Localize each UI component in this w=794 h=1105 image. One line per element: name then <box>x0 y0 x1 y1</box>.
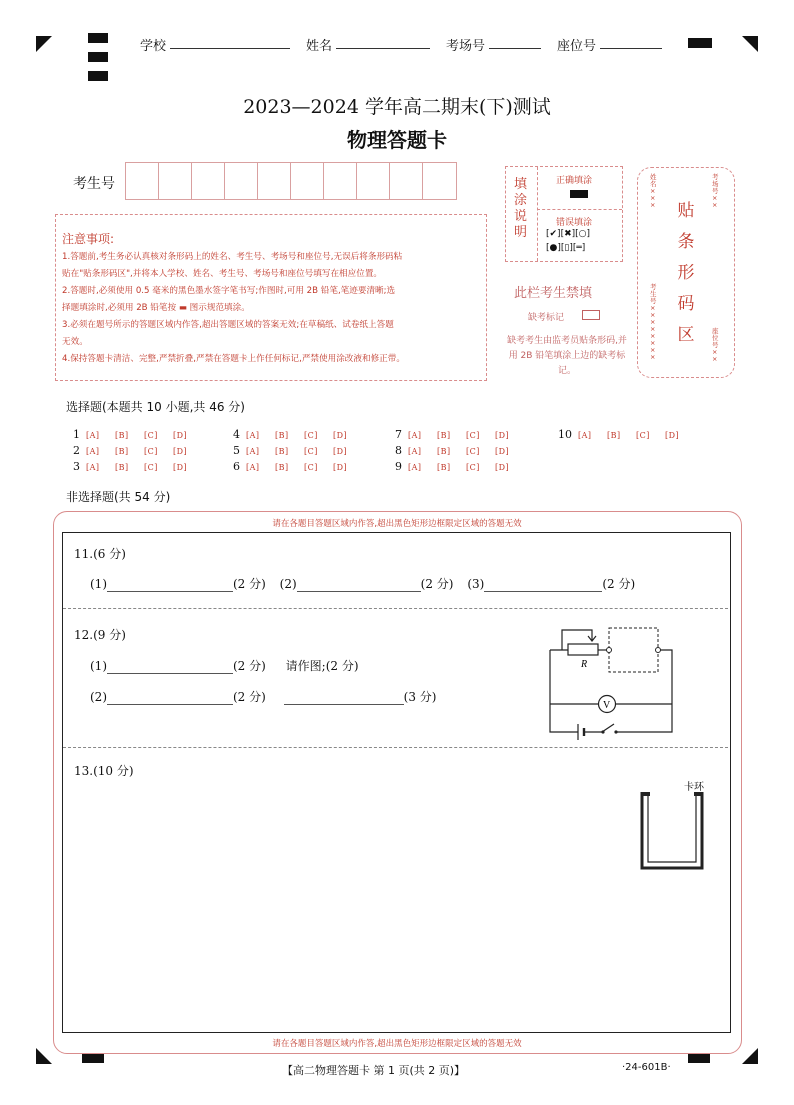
q11-part2-score: (2 分) <box>420 577 454 591</box>
exam-id-cell[interactable] <box>324 163 357 199</box>
option-a[interactable]: [A] <box>246 463 260 472</box>
mc-question-number: 7 <box>395 428 402 441</box>
q12-part1-answer[interactable] <box>107 660 233 674</box>
option-b[interactable]: [B] <box>275 447 289 456</box>
sticker-room-sample: 考场号×× <box>712 173 719 209</box>
fill-guide-title: 填涂说明 <box>514 177 528 240</box>
retaining-ring-label: 卡环 <box>684 782 704 793</box>
option-d[interactable]: [D] <box>173 431 188 440</box>
option-d[interactable]: [D] <box>173 447 188 456</box>
exam-room-field[interactable] <box>489 48 541 49</box>
exam-id-cell[interactable] <box>258 163 291 199</box>
q12-draw-instruction: 请作图;(2 分) <box>285 659 359 673</box>
q11-part1-score: (2 分) <box>233 577 266 591</box>
container-wall <box>642 792 702 868</box>
mc-section-title: 选择题(本题共 10 小题,共 46 分) <box>66 400 245 414</box>
option-d[interactable]: [D] <box>333 447 348 456</box>
mc-question[interactable] <box>226 428 362 441</box>
option-a[interactable]: [A] <box>86 431 100 440</box>
question-separator <box>63 747 728 748</box>
q11-answer-row <box>90 575 635 592</box>
seat-label: 座位号 <box>557 39 597 54</box>
q12-part2-score-b: (3 分) <box>403 690 437 704</box>
notice-line: 3.必须在题号所示的答题区域内作答,超出答题区域的答案无效;在草稿纸、试卷纸上答题 <box>62 320 394 330</box>
mc-question-number: 8 <box>395 444 402 457</box>
exam-room-label: 考场号 <box>446 39 486 54</box>
fill-guide-box <box>505 166 623 262</box>
wrong-fill-samples: [✔][✖][○] <box>546 229 591 239</box>
q13-title: 13.(10 分) <box>74 764 134 778</box>
resistor <box>568 644 598 655</box>
mc-question[interactable] <box>66 460 202 473</box>
wrong-fill-samples: [●][▯][═] <box>546 243 586 253</box>
q11-part3-label: (3) <box>467 577 485 591</box>
mc-question[interactable] <box>388 444 524 457</box>
answer-area-warning-top: 请在各题目答题区域内作答,超出黑色矩形边框限定区域的答题无效 <box>272 519 522 529</box>
mc-question-number: 6 <box>233 460 240 473</box>
mc-question[interactable] <box>66 428 202 441</box>
notice-line: 择题填涂时,必须用 2B 铅笔按 ▬ 图示规范填涂。 <box>62 303 250 313</box>
option-a[interactable]: [A] <box>86 463 100 472</box>
notice-heading: 注意事项: <box>62 232 115 246</box>
absent-note: 缺考考生由监考员贴条形码,并用 2B 铅笔填涂上边的缺考标记。 <box>507 336 627 376</box>
mc-question-number: 10 <box>558 428 572 441</box>
footer-page-info: 【高二物理答题卡 第 1 页(共 2 页)】 <box>282 1064 466 1077</box>
mc-question[interactable] <box>226 444 362 457</box>
subject-title: 物理答题卡 <box>347 128 447 152</box>
corner-mark-bottom-left <box>36 1048 52 1064</box>
option-b[interactable]: [B] <box>437 463 451 472</box>
q12-circuit-diagram[interactable] <box>540 622 680 744</box>
switch-contact <box>601 730 604 733</box>
option-a[interactable]: [A] <box>578 431 592 440</box>
option-c[interactable]: [C] <box>304 431 318 440</box>
school-field[interactable] <box>170 48 290 49</box>
mc-question[interactable] <box>388 460 524 473</box>
option-b[interactable]: [B] <box>115 447 129 456</box>
q12-part2-score-a: (2 分) <box>233 690 266 704</box>
seat-field[interactable] <box>600 48 662 49</box>
q11-part1-answer[interactable] <box>107 578 233 592</box>
answer-area-warning-bottom: 请在各题目答题区域内作答,超出黑色矩形边框限定区域的答题无效 <box>272 1039 522 1049</box>
mc-question-number: 5 <box>233 444 240 457</box>
timing-mark <box>688 1053 710 1063</box>
timing-mark <box>688 38 712 48</box>
option-d[interactable]: [D] <box>665 431 680 440</box>
name-field[interactable] <box>336 48 430 49</box>
mc-question-number: 9 <box>395 460 402 473</box>
q12-part2-answer-b[interactable] <box>284 691 404 705</box>
option-b[interactable]: [B] <box>437 431 451 440</box>
notice-box <box>55 214 487 381</box>
retaining-ring <box>642 792 650 796</box>
mc-question-number: 4 <box>233 428 240 441</box>
exam-id-grid[interactable] <box>125 162 457 200</box>
q12-part2-answer-a[interactable] <box>107 691 233 705</box>
mc-question-number: 1 <box>73 428 80 441</box>
school-label: 学校 <box>140 39 167 54</box>
option-d[interactable]: [D] <box>495 463 510 472</box>
mc-question[interactable] <box>558 428 694 441</box>
option-d[interactable]: [D] <box>333 431 348 440</box>
sticker-name-sample: 姓名××× <box>650 173 657 209</box>
option-b[interactable]: [B] <box>275 431 289 440</box>
voltmeter-label: V <box>603 700 611 711</box>
option-d[interactable]: [D] <box>333 463 348 472</box>
option-a[interactable]: [A] <box>86 447 100 456</box>
mc-question-number: 3 <box>73 460 80 473</box>
exam-id-cell[interactable] <box>192 163 225 199</box>
option-b[interactable]: [B] <box>115 431 129 440</box>
terminal <box>607 648 612 653</box>
option-a[interactable]: [A] <box>408 431 422 440</box>
option-a[interactable]: [A] <box>408 447 422 456</box>
q12-part1-label: (1) <box>90 659 107 673</box>
q11-part2-label: (2) <box>279 577 297 591</box>
exam-id-cell[interactable] <box>423 163 456 199</box>
sticker-id-sample: 考生号×××××××× <box>650 283 657 361</box>
dashed-drawing-box[interactable] <box>609 628 658 672</box>
option-c[interactable]: [C] <box>144 431 158 440</box>
exam-id-cell[interactable] <box>357 163 390 199</box>
q12-title: 12.(9 分) <box>74 628 126 642</box>
option-c[interactable]: [C] <box>304 447 318 456</box>
fill-guide-divider <box>537 209 622 210</box>
notice-line: 无效。 <box>62 337 88 347</box>
option-c[interactable]: [C] <box>144 463 158 472</box>
q11-part3-score: (2 分) <box>602 577 636 591</box>
option-c[interactable]: [C] <box>466 463 480 472</box>
q13-container-diagram <box>636 778 708 874</box>
option-a[interactable]: [A] <box>408 463 422 472</box>
option-a[interactable]: [A] <box>246 447 260 456</box>
fill-guide-divider <box>537 167 538 261</box>
option-b[interactable]: [B] <box>275 463 289 472</box>
option-d[interactable]: [D] <box>495 431 510 440</box>
timing-mark <box>82 1053 104 1063</box>
switch-contact <box>614 730 617 733</box>
correct-fill-label: 正确填涂 <box>556 176 593 186</box>
mc-question[interactable] <box>226 460 362 473</box>
q11-part3-answer[interactable] <box>484 578 602 592</box>
option-b[interactable]: [B] <box>437 447 451 456</box>
wrong-fill-label: 错误填涂 <box>556 218 593 228</box>
q12-part2-label: (2) <box>90 690 107 704</box>
exam-id-cell[interactable] <box>390 163 423 199</box>
q11-title: 11.(6 分) <box>74 547 126 561</box>
q12-row1 <box>90 657 359 674</box>
nonmc-section-title: 非选择题(共 54 分) <box>66 490 171 504</box>
footer-code: ·24-601B· <box>622 1062 671 1073</box>
absent-mark-box[interactable] <box>582 310 600 320</box>
option-d[interactable]: [D] <box>495 447 510 456</box>
barcode-sticker-area <box>637 167 735 378</box>
option-b[interactable]: [B] <box>607 431 621 440</box>
option-c[interactable]: [C] <box>466 447 480 456</box>
question-separator <box>63 608 728 609</box>
notice-line: 2.答题时,必须使用 0.5 毫米的黑色墨水签字笔书写;作图时,可用 2B 铅笔,笔迹要清晰;选 <box>62 286 396 296</box>
resistor-label: R <box>581 659 588 670</box>
timing-mark <box>88 52 108 62</box>
absent-title: 此栏考生禁填 <box>514 286 593 301</box>
sticker-title: 贴条形码区 <box>677 201 695 345</box>
corner-mark-top-right <box>742 36 758 52</box>
exam-id-cell[interactable] <box>291 163 324 199</box>
q11-part1-label: (1) <box>90 577 107 591</box>
q12-row2 <box>90 688 436 705</box>
terminal <box>656 648 661 653</box>
exam-id-cell[interactable] <box>126 163 159 199</box>
timing-mark <box>88 33 108 43</box>
corner-mark-top-left <box>36 36 52 52</box>
option-a[interactable]: [A] <box>246 431 260 440</box>
timing-mark <box>88 71 108 81</box>
absent-mark-label: 缺考标记 <box>528 313 565 323</box>
exam-id-label: 考生号 <box>73 176 115 192</box>
option-c[interactable]: [C] <box>636 431 650 440</box>
option-b[interactable]: [B] <box>115 463 129 472</box>
option-c[interactable]: [C] <box>144 447 158 456</box>
mc-question[interactable] <box>388 428 524 441</box>
container-inner-wall <box>648 796 696 862</box>
q12-part1-score: (2 分) <box>233 659 266 673</box>
option-d[interactable]: [D] <box>173 463 188 472</box>
notice-line: 4.保持答题卡清洁、完整,严禁折叠,严禁在答题卡上作任何标记,严禁使用涂改液和修正带。 <box>62 354 405 364</box>
option-c[interactable]: [C] <box>466 431 480 440</box>
name-label: 姓名 <box>306 39 333 54</box>
notice-line: 贴在"贴条形码区",并将本人学校、姓名、考生号、考场号和座位号填写在相应位置。 <box>62 269 383 279</box>
mc-question[interactable] <box>66 444 202 457</box>
option-c[interactable]: [C] <box>304 463 318 472</box>
mc-question-number: 2 <box>73 444 80 457</box>
sticker-seat-sample: 座位号×× <box>712 327 719 363</box>
q11-part2-answer[interactable] <box>297 578 421 592</box>
correct-fill-sample <box>570 190 588 198</box>
notice-line: 1.答题前,考生务必认真核对条形码上的姓名、考生号、考场号和座位号,无误后将条形码粘 <box>62 252 403 262</box>
exam-title: 2023—2024 学年高二期末(下)测试 <box>243 96 551 118</box>
exam-id-cell[interactable] <box>225 163 258 199</box>
exam-id-cell[interactable] <box>159 163 192 199</box>
corner-mark-bottom-right <box>742 1048 758 1064</box>
